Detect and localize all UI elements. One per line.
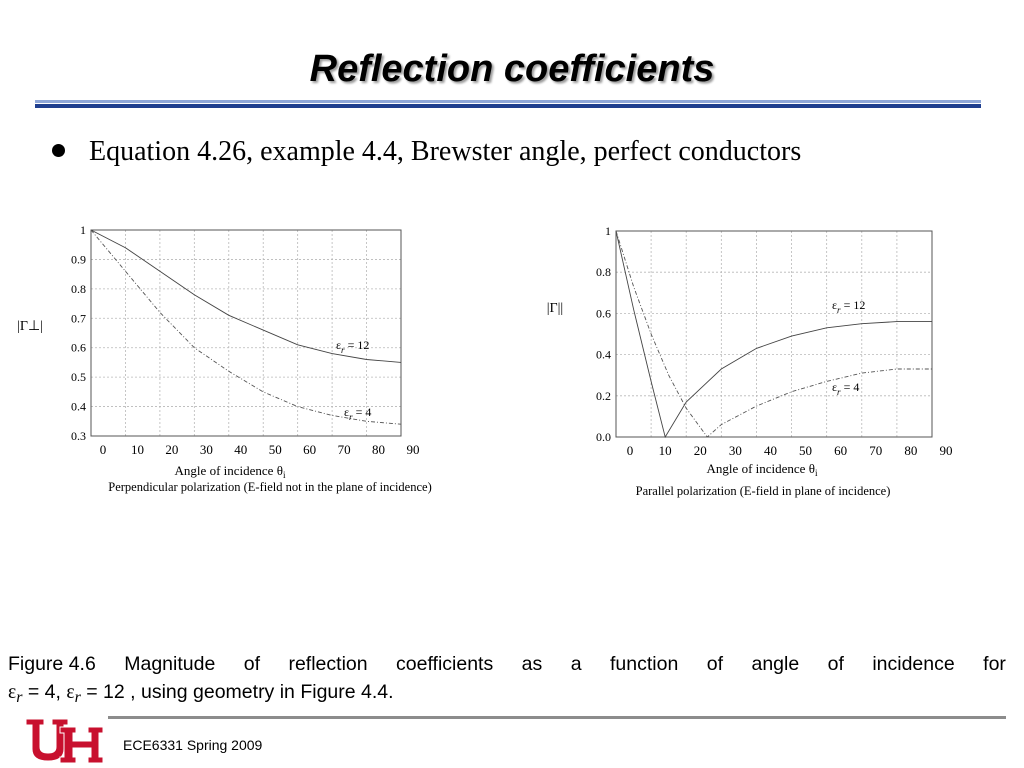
series-label: $\varepsilon_r = 4$ bbox=[344, 405, 372, 422]
uh-interlocking-logo-icon bbox=[24, 717, 104, 765]
bullet-dot-icon bbox=[52, 144, 65, 157]
y-tick-label: 0.4 bbox=[71, 399, 86, 414]
y-tick-label: 1 bbox=[605, 224, 611, 238]
caption-word: of bbox=[243, 653, 261, 675]
x-tick-label: 50 bbox=[799, 443, 813, 458]
y-tick-label: 0.2 bbox=[596, 388, 611, 403]
x-tick-label: 40 bbox=[763, 443, 777, 458]
y-tick-label: 0.0 bbox=[596, 430, 611, 444]
caption-eq-b: = bbox=[86, 681, 98, 703]
figure-caption bbox=[8, 650, 1006, 708]
x-tick-label: 20 bbox=[693, 443, 707, 458]
title-underline bbox=[35, 100, 981, 110]
x-tick-label: 20 bbox=[165, 442, 179, 457]
footer-course: ECE6331 Spring 2009 bbox=[123, 737, 263, 753]
plot-frame bbox=[616, 231, 932, 437]
y-tick-label: 0.5 bbox=[71, 370, 86, 385]
x-tick-label: 80 bbox=[372, 442, 386, 457]
x-tick-label: 80 bbox=[904, 443, 918, 458]
series-label: $\varepsilon_r = 4$ bbox=[832, 380, 860, 397]
caption-word: of bbox=[706, 653, 724, 675]
caption-word: of bbox=[827, 653, 844, 675]
caption-tail: , using geometry in Figure 4.4. bbox=[130, 681, 394, 703]
caption-val-a: 4, bbox=[44, 681, 61, 703]
perpendicular-reflection-chart bbox=[0, 205, 500, 505]
series-line-eps12 bbox=[616, 231, 932, 437]
caption-word: a bbox=[570, 653, 582, 675]
y-tick-label: 0.8 bbox=[71, 281, 86, 296]
slide-title: Reflection coefficients bbox=[309, 48, 715, 90]
y-tick-label: 0.9 bbox=[71, 252, 86, 267]
caption-line-2 bbox=[8, 678, 1006, 708]
caption-val-b: 12 bbox=[103, 681, 125, 703]
y-axis-label: |Γ⊥| bbox=[17, 319, 43, 334]
chart-subtitle: Parallel polarization (E-field in plane of incidence) bbox=[635, 484, 891, 498]
x-tick-label: 30 bbox=[199, 442, 213, 457]
series-line-eps4 bbox=[91, 230, 401, 424]
series-label: $\varepsilon_r = 12$ bbox=[336, 338, 370, 355]
x-tick-label: 90 bbox=[406, 442, 420, 457]
y-tick-label: 0.3 bbox=[71, 429, 86, 443]
y-tick-label: 0.8 bbox=[596, 265, 611, 280]
y-tick-label: 0.6 bbox=[596, 306, 611, 321]
caption-eps-b: $\varepsilon_r$ bbox=[66, 682, 81, 706]
y-tick-label: 0.7 bbox=[71, 311, 86, 326]
caption-word: function bbox=[610, 653, 679, 675]
x-tick-label: 60 bbox=[834, 443, 848, 458]
y-tick-label: 1 bbox=[80, 223, 86, 237]
x-tick-label: 60 bbox=[303, 442, 317, 457]
x-tick-label: 10 bbox=[130, 442, 144, 457]
caption-figure-label: Figure 4.6 bbox=[8, 653, 96, 675]
caption-word: for bbox=[983, 653, 1006, 675]
bullet-item bbox=[52, 136, 801, 168]
footer-divider bbox=[108, 716, 1006, 719]
x-axis-label: Angle of incidence $\theta_i$ bbox=[706, 461, 818, 478]
bullet-text: Equation 4.26, example 4.4, Brewster angle, perfect conductors bbox=[89, 136, 802, 167]
parallel-reflection-chart bbox=[500, 205, 1000, 505]
x-tick-label: 30 bbox=[728, 443, 742, 458]
y-tick-label: 0.4 bbox=[596, 347, 611, 362]
x-tick-label: 90 bbox=[939, 443, 953, 458]
caption-eq-a: = bbox=[27, 681, 40, 703]
y-axis-label: |Γ|| bbox=[546, 301, 564, 316]
caption-word: incidence bbox=[872, 653, 955, 675]
caption-word: angle bbox=[751, 653, 800, 675]
x-tick-label: 0 bbox=[99, 442, 107, 457]
x-tick-label: 50 bbox=[268, 442, 282, 457]
x-tick-label: 40 bbox=[234, 442, 248, 457]
x-tick-label: 10 bbox=[658, 443, 672, 458]
caption-eps-a: $\varepsilon_r$ bbox=[8, 682, 23, 706]
caption-word: coefficients bbox=[396, 653, 494, 675]
series-label: $\varepsilon_r = 12$ bbox=[832, 298, 866, 315]
caption-word: as bbox=[521, 653, 543, 675]
x-tick-label: 70 bbox=[337, 442, 351, 457]
caption-line-1 bbox=[8, 650, 1006, 678]
y-tick-label: 0.6 bbox=[71, 340, 86, 355]
series-line-eps4 bbox=[616, 231, 932, 437]
chart-subtitle: Perpendicular polarization (E-field not in the plane of incidence) bbox=[108, 480, 432, 494]
x-tick-label: 70 bbox=[869, 443, 883, 458]
caption-word: Magnitude bbox=[124, 653, 216, 675]
caption-word: reflection bbox=[288, 653, 368, 675]
x-axis-label: Angle of incidence $\theta_i$ bbox=[174, 463, 286, 480]
x-tick-label: 0 bbox=[626, 443, 634, 458]
